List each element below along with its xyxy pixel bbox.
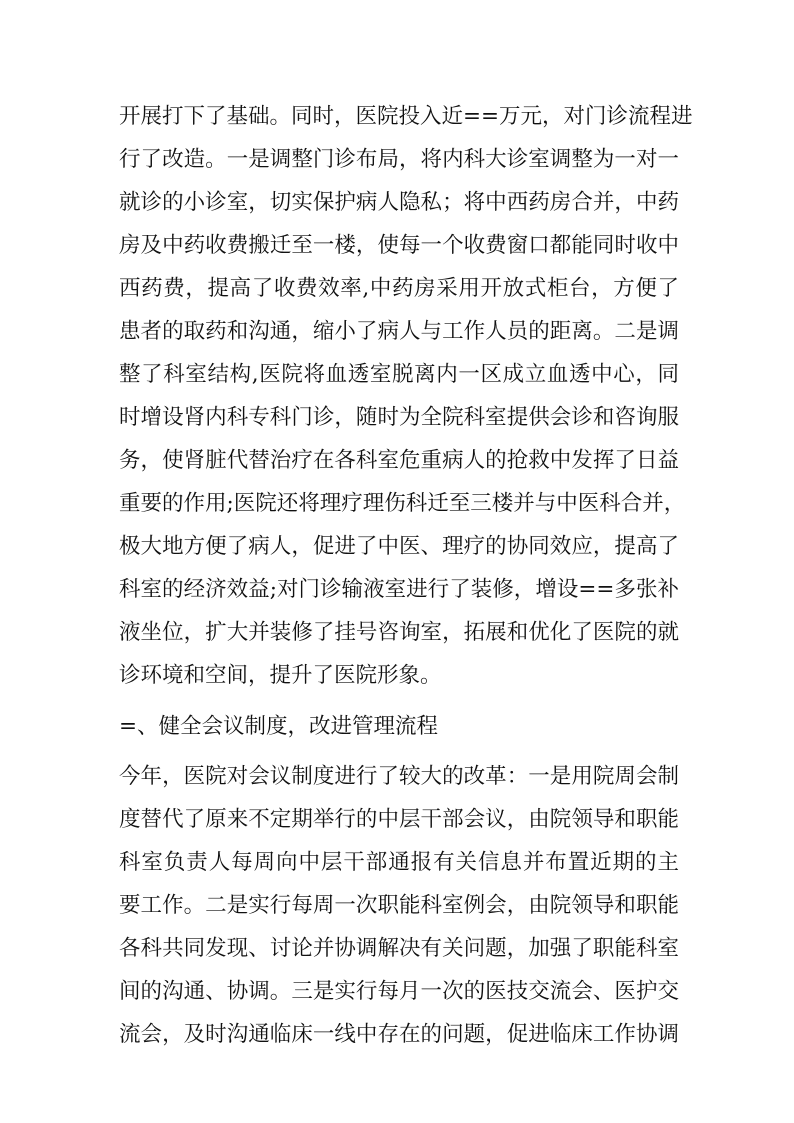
paragraph-line: 度替代了原来不定期举行的中层干部会议，由院领导和职能 — [119, 807, 679, 832]
paragraph-line: 科室负责人每周向中层干部通报有关信息并布置近期的主 — [119, 850, 679, 875]
paragraph-line: 诊环境和空间，提升了医院形象。 — [119, 663, 442, 688]
paragraph-line: 房及中药收费搬迁至一楼，使每一个收费窗口都能同时收中 — [119, 233, 679, 258]
paragraph-line: 西药费，提高了收费效率,中药房采用开放式柜台，方便了 — [119, 276, 679, 301]
section-heading: =、健全会议制度，改进管理流程 — [119, 714, 439, 739]
paragraph-line: 流会，及时沟通临床一线中存在的问题，促进临床工作协调 — [119, 1022, 679, 1047]
paragraph-line: 要工作。二是实行每周一次职能科室例会，由院领导和职能 — [119, 893, 679, 918]
paragraph-line: 开展打下了基础。同时，医院投入近==万元，对门诊流程进 — [119, 104, 693, 129]
paragraph-line: 整了科室结构,医院将血透室脱离内一区成立血透中心，同 — [119, 362, 679, 387]
paragraph-line: 间的沟通、协调。三是实行每月一次的医技交流会、医护交 — [119, 979, 679, 1004]
paragraph-line: 重要的作用;医院还将理疗理伤科迁至三楼并与中医科合并， — [119, 491, 686, 516]
paragraph-line: 各科共同发现、讨论并协调解决有关问题，加强了职能科室 — [119, 936, 679, 961]
paragraph-line: 科室的经济效益;对门诊输液室进行了装修，增设==多张补 — [119, 577, 679, 602]
paragraph-line: 务，使肾脏代替治疗在各科室危重病人的抢救中发挥了日益 — [119, 448, 679, 473]
paragraph-line: 今年，医院对会议制度进行了较大的改革：一是用院周会制 — [119, 764, 679, 789]
paragraph-line: 液坐位，扩大并装修了挂号咨询室，拓展和优化了医院的就 — [119, 620, 679, 645]
paragraph-line: 行了改造。一是调整门诊布局，将内科大诊室调整为一对一 — [119, 147, 679, 172]
paragraph-line: 极大地方便了病人，促进了中医、理疗的协同效应，提高了 — [119, 534, 679, 559]
paragraph-line: 时增设肾内科专科门诊，随时为全院科室提供会诊和咨询服 — [119, 405, 679, 430]
paragraph-line: 就诊的小诊室，切实保护病人隐私；将中西药房合并，中药 — [119, 190, 679, 215]
paragraph-line: 患者的取药和沟通，缩小了病人与工作人员的距离。二是调 — [119, 319, 679, 344]
